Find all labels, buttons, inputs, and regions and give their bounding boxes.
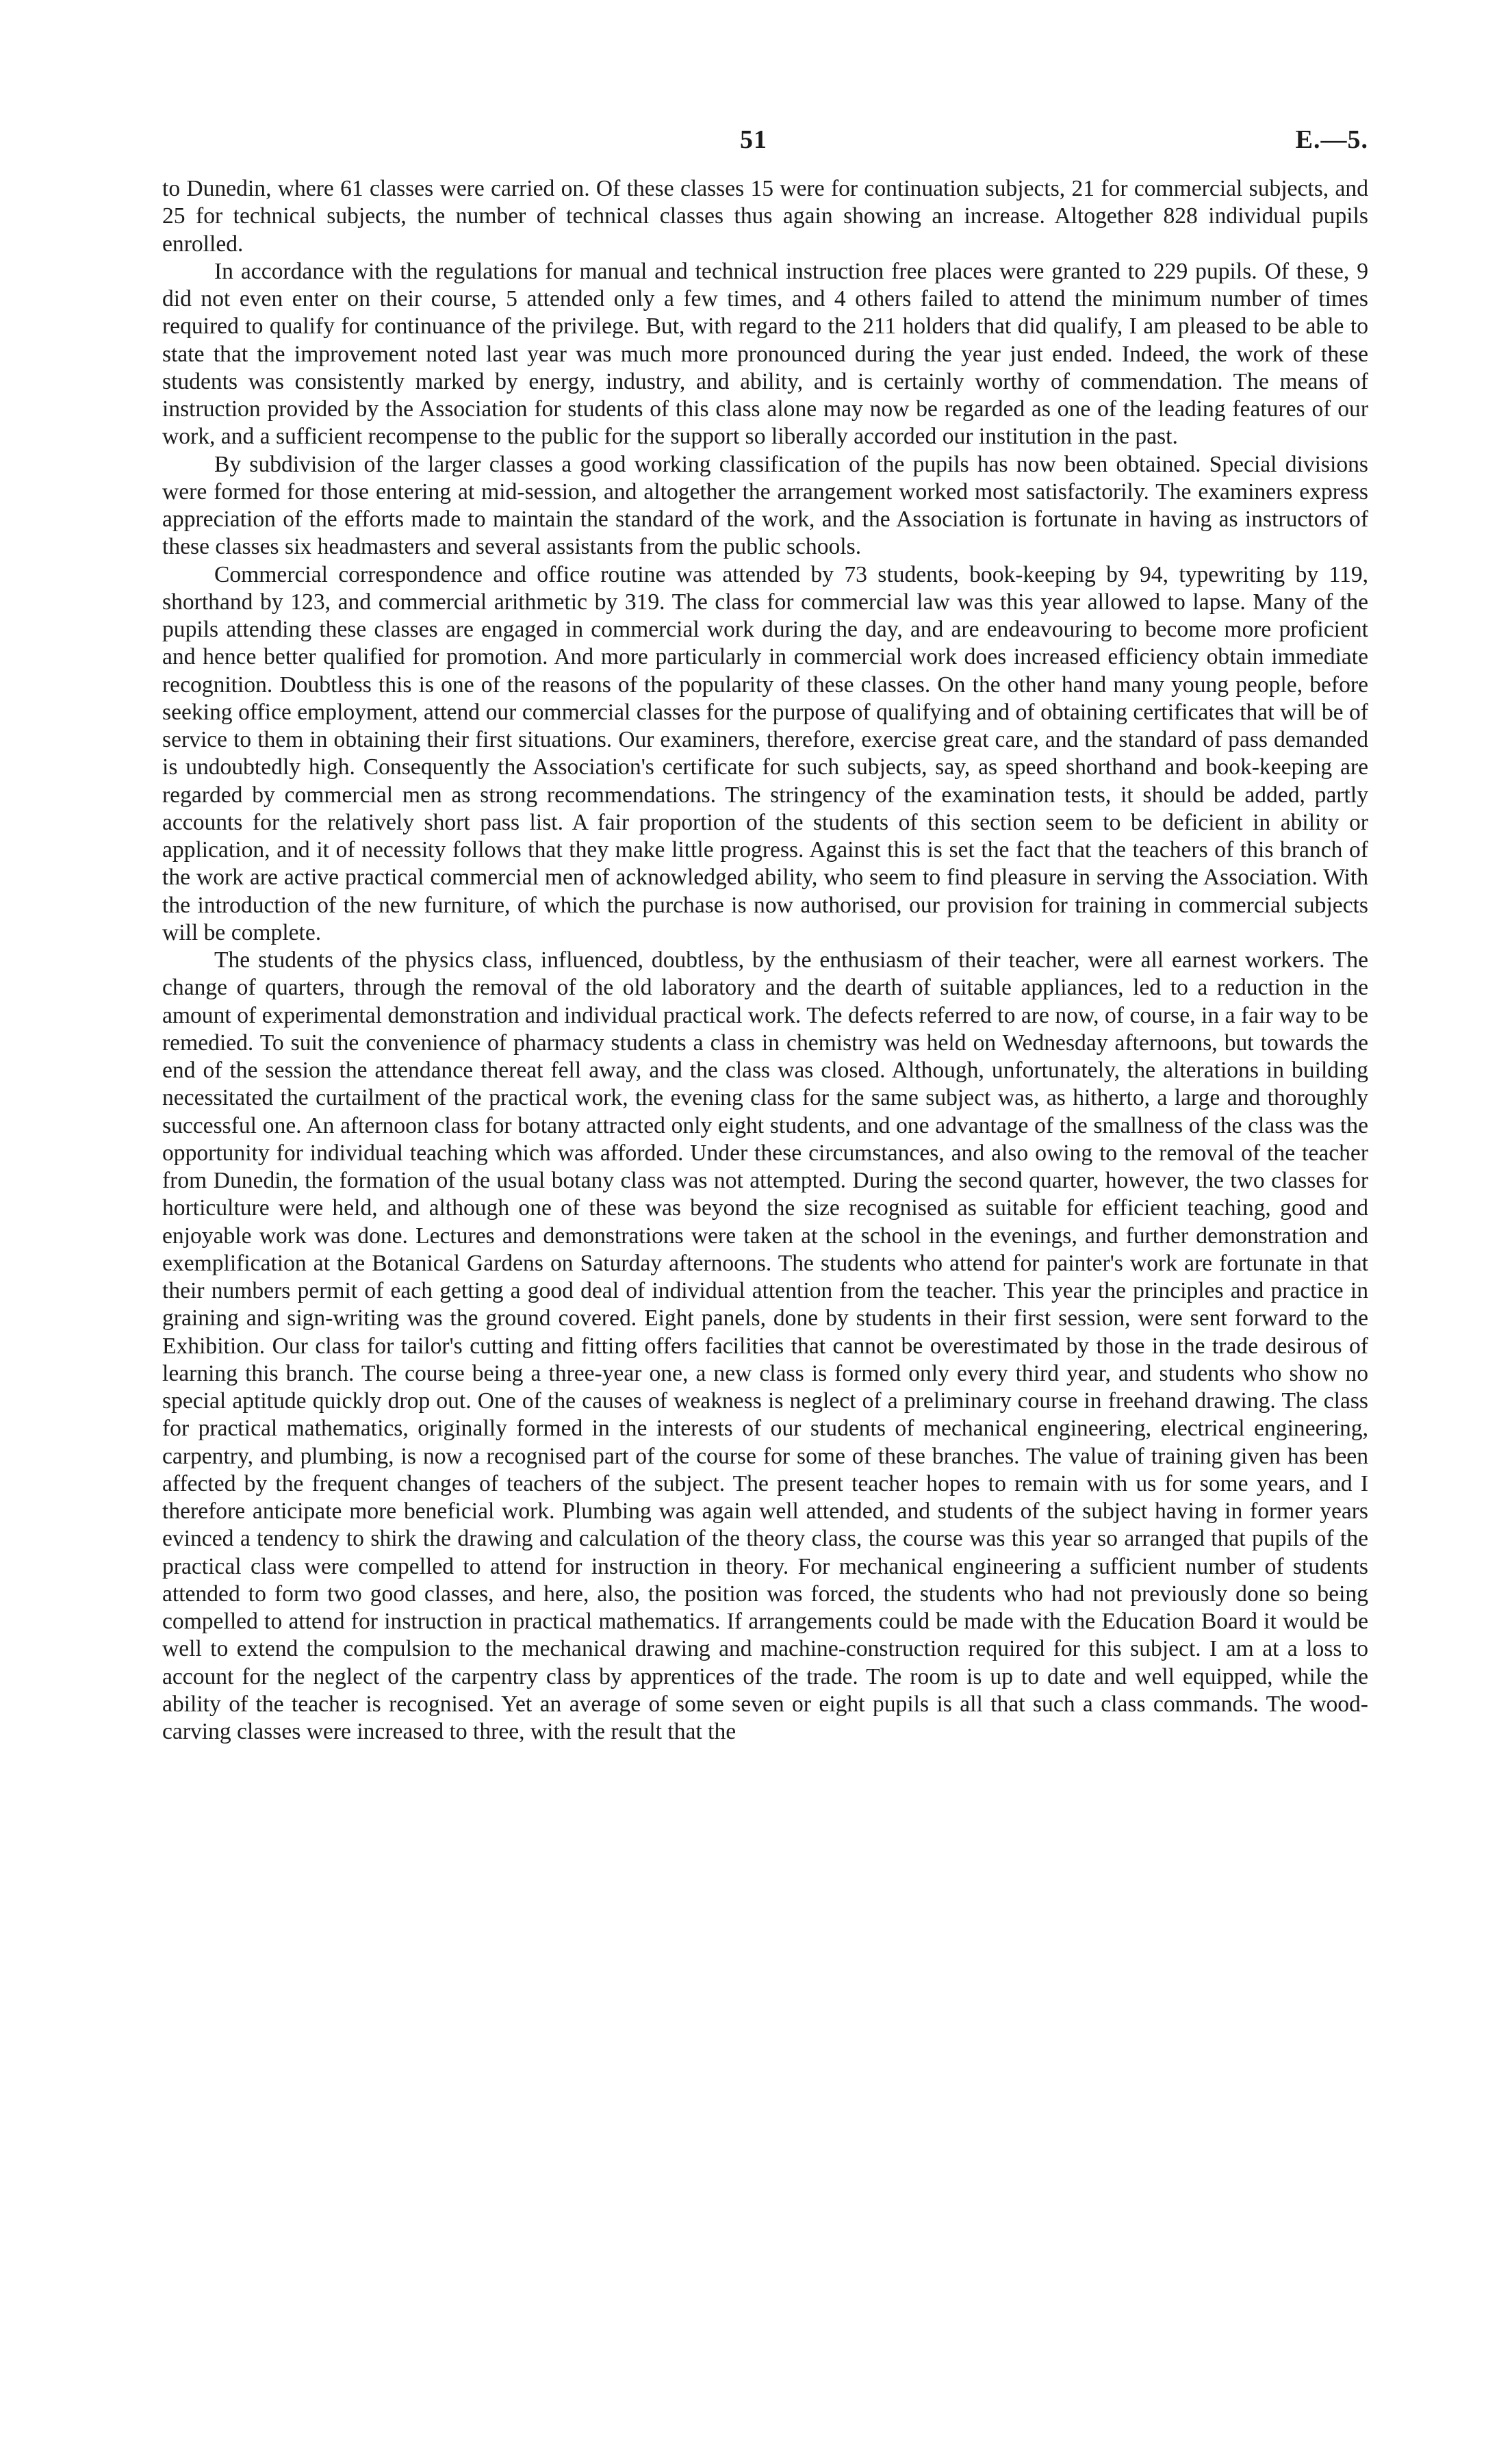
paragraph-classification: By subdivision of the larger classes a good working classification of the pupils has now been obtained. Special divisions were formed for those entering at mid-session, and altogether the arrangement worked most satisfactorily. The examiners express appreciation of the efforts made to maintain the standard of the work, and the Association is fortunate in having as instructors of these classes six headmasters and several assistants from the public schools.	[162, 451, 1368, 560]
paragraph-continuation: to Dunedin, where 61 classes were carried on. Of these classes 15 were for continuation subjects, 21 for commercial subjects, and 25 for technical subjects, the number of technical classes thus again showing an increase. Altogether 828 individual pupils enrolled.	[162, 176, 1368, 257]
page-header	[162, 123, 1368, 175]
paragraph-commercial: Commercial correspondence and office routine was attended by 73 students, book-keeping by 94, typewriting by 119, shorthand by 123, and commercial arithmetic by 319. The class for commercial law was this year allowed to lapse. Many of the pupils attending these classes are engaged in commercial work during the day, and are endeavouring to become more proficient and hence better qualified for promotion. And more particularly in commercial work does increased efficiency obtain immediate recognition. Doubtless this is one of the reasons of the popularity of these classes. On the other hand many young people, before seeking office employment, attend our commercial classes for the purpose of qualifying and of obtaining certificates that will be of service to them in obtaining their first situations. Our examiners, therefore, exercise great care, and the standard of pass demanded is undoubtedly high. Consequently the Association's certificate for such subjects, say, as speed shorthand and book-keeping are regarded by commercial men as strong recommendations. The stringency of the examination tests, it should be added, partly accounts for the relatively short pass list. A fair proportion of the students of this section seem to be deficient in ability or application, and it of necessity follows that they make little progress. Against this is set the fact that the teachers of this branch of the work are active practical commercial men of acknowledged ability, who seem to find pleasure in serving the Association. With the introduction of the new furniture, of which the purchase is now authorised, our provision for training in commercial subjects will be complete.	[162, 561, 1368, 945]
page-number: 51	[740, 125, 767, 154]
page-reference: E.—5.	[1295, 125, 1368, 154]
body-text	[162, 175, 1368, 1746]
document-page	[162, 123, 1368, 2314]
paragraph-technical: The students of the physics class, influenced, doubtless, by the enthusiasm of their teacher, were all earnest workers. The change of quarters, through the removal of the old laboratory and the dearth of suitable appliances, led to a reduction in the amount of experimental demonstration and individual practical work. The defects referred to are now, of course, in a fair way to be remedied. To suit the convenience of pharmacy students a class in chemistry was held on Wednesday afternoons, but towards the end of the session the attendance thereat fell away, and the class was closed. Although, unfortunately, the alterations in building necessitated the curtailment of the practical work, the evening class for the same subject was, as hitherto, a large and thoroughly successful one. An afternoon class for botany attracted only eight students, and one advantage of the smallness of the class was the opportunity for individual teaching which was afforded. Under these circumstances, and also owing to the removal of the teacher from Dunedin, the formation of the usual botany class was not attempted. During the second quarter, however, the two classes for horticulture were held, and although one of these was beyond the size recognised as suitable for efficient teaching, good and enjoyable work was done. Lectures and demonstrations were taken at the school in the evenings, and further demonstration and exemplification at the Botanical Gardens on Saturday afternoons. The students who attend for painter's work are fortunate in that their numbers permit of each getting a good deal of individual attention from the teacher. This year the principles and practice in graining and sign-writing was the ground covered. Eight panels, done by students in their first session, were sent forward to the Exhibition. Our class for tailor's cutting and fitting offers facilities that cannot be overestimated by those in the trade desirous of learning this branch. The course being a three-year one, a new class is formed only every third year, and students who show no special aptitude quickly drop out. One of the causes of weakness is neglect of a preliminary course in freehand drawing. The class for practical mathematics, originally formed in the interests of our students of mechanical engineering, electrical engineering, carpentry, and plumbing, is now a recognised part of the course for some of these branches. The value of training given has been affected by the frequent changes of teachers of the subject. The present teacher hopes to remain with us for some years, and I therefore anticipate more beneficial work. Plumbing was again well attended, and students of the subject having in former years evinced a tendency to shirk the drawing and calculation of the theory class, the course was this year so arranged that pupils of the practical class were compelled to attend for instruction in theory. For mechanical engineering a sufficient number of students attended to form two good classes, and here, also, the position was forced, the students who had not previously done so being compelled to attend for instruction in practical mathematics. If arrangements could be made with the Education Board it would be well to extend the compulsion to the mechanical drawing and machine-construction required for this subject. I am at a loss to account for the neglect of the carpentry class by apprentices of the trade. The room is up to date and well equipped, while the ability of the teacher is recognised. Yet an average of some seven or eight pupils is all that such a class commands. The wood-carving classes were increased to three, with the result that the	[162, 947, 1368, 1744]
paragraph-free-places: In accordance with the regulations for manual and technical instruction free places were granted to 229 pupils. Of these, 9 did not even enter on their course, 5 attended only a few times, and 4 others failed to attend the minimum number of times required to qualify for continuance of the privilege. But, with regard to the 211 holders that did qualify, I am pleased to be able to state that the improvement noted last year was much more pronounced during the year just ended. Indeed, the work of these students was consistently marked by energy, industry, and ability, and is certainly worthy of commendation. The means of instruction provided by the Association for students of this class alone may now be regarded as one of the leading features of our work, and a sufficient recompense to the public for the support so liberally accorded our institution in the past.	[162, 258, 1368, 450]
